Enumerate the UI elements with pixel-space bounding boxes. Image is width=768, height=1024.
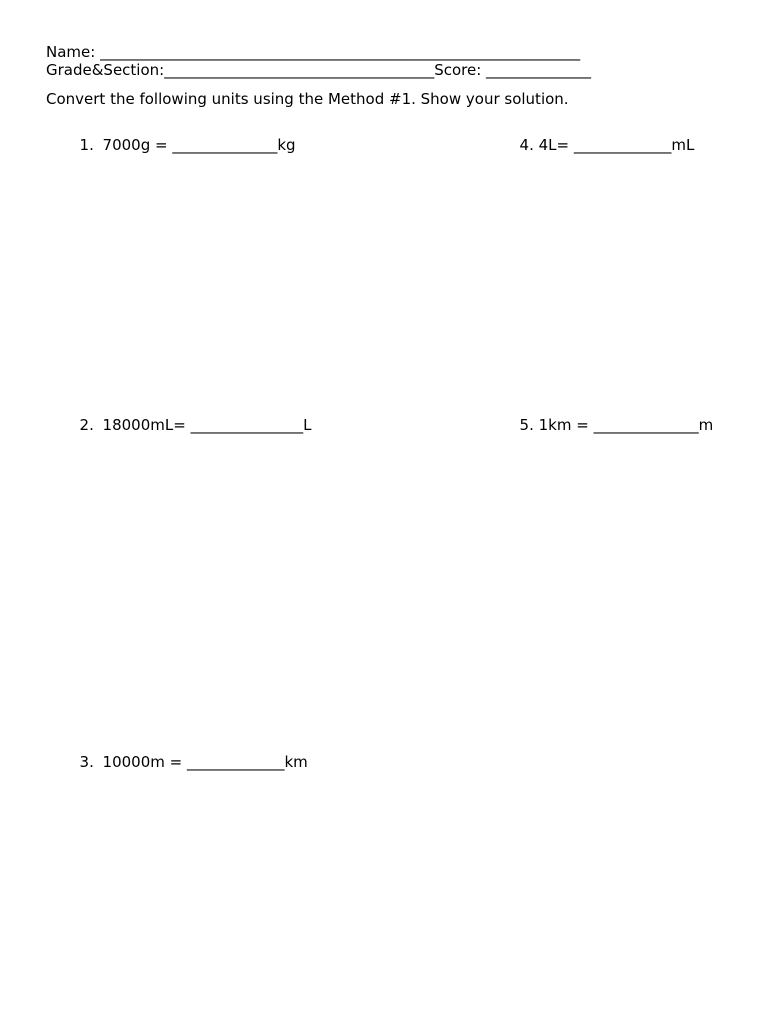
name-line: Name: ________________________________________________________________ (46, 43, 581, 61)
problem-3 (70, 735, 308, 771)
problem-text: 1km = ______________m (538, 416, 714, 434)
problem-1 (70, 118, 296, 154)
problem-number: 1. (79, 136, 94, 154)
problem-number: 4. (519, 136, 534, 154)
problem-number: 3. (79, 753, 94, 771)
problem-number: 5. (519, 416, 534, 434)
problem-text: 18000mL= _______________L (102, 416, 312, 434)
problem-text: 10000m = _____________km (102, 753, 308, 771)
instructions: Convert the following units using the Method #1. Show your solution. (46, 90, 569, 108)
problem-text: 7000g = ______________kg (102, 136, 296, 154)
grade-section-score-line: Grade&Section:____________________________________Score: ______________ (46, 61, 592, 79)
problem-2 (70, 398, 311, 434)
problem-5 (510, 398, 713, 434)
problem-4 (510, 118, 694, 154)
problem-number: 2. (79, 416, 94, 434)
problem-text: 4L= _____________mL (538, 136, 695, 154)
